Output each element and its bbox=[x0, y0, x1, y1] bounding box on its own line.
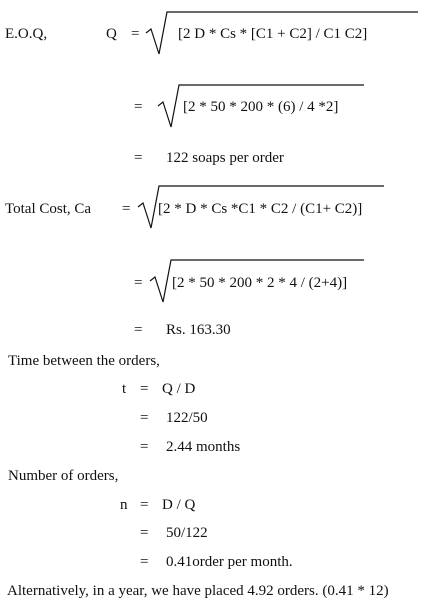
time-result: 2.44 months bbox=[166, 439, 241, 455]
time-substitution: 122/50 bbox=[166, 410, 208, 426]
eoq-formula: [2 D * Cs * [C1 + C2] / C1 C2] bbox=[178, 26, 368, 42]
orders-equals-2: = bbox=[140, 525, 149, 541]
eoq-equals-3: = bbox=[134, 150, 143, 166]
time-equals-3: = bbox=[140, 439, 149, 455]
eoq-sub-radical bbox=[158, 83, 364, 131]
orders-equals-3: = bbox=[140, 554, 149, 570]
orders-equals: = bbox=[140, 497, 149, 513]
total-cost-sub-radical bbox=[150, 258, 364, 306]
total-cost-equals-2: = bbox=[134, 275, 143, 291]
eoq-result: 122 soaps per order bbox=[166, 150, 284, 166]
time-equals-2: = bbox=[140, 410, 149, 426]
time-symbol: t bbox=[122, 381, 127, 397]
total-cost-equals: = bbox=[122, 201, 131, 217]
eoq-radical bbox=[146, 10, 418, 58]
time-between-heading: Time between the orders, bbox=[8, 353, 160, 369]
eoq-label: E.O.Q, bbox=[5, 26, 48, 42]
time-formula: Q / D bbox=[162, 381, 196, 397]
eoq-symbol: Q bbox=[106, 26, 117, 42]
eoq-equals-2: = bbox=[134, 99, 143, 115]
total-cost-formula: [2 * D * Cs *C1 * C2 / (C1+ C2)] bbox=[158, 201, 363, 217]
total-cost-result: Rs. 163.30 bbox=[166, 322, 231, 338]
time-equals: = bbox=[140, 381, 149, 397]
orders-substitution: 50/122 bbox=[166, 525, 208, 541]
orders-result: 0.41order per month. bbox=[166, 554, 293, 570]
total-cost-substitution: [2 * 50 * 200 * 2 * 4 / (2+4)] bbox=[172, 275, 348, 291]
conclusion-text: Alternatively, in a year, we have placed 4.92 orders. (0.41 * 12) bbox=[7, 583, 389, 599]
total-cost-radical bbox=[138, 184, 384, 232]
eoq-substitution: [2 * 50 * 200 * (6) / 4 *2] bbox=[183, 99, 339, 115]
total-cost-label: Total Cost, Ca bbox=[5, 201, 92, 217]
orders-symbol: n bbox=[120, 497, 128, 513]
num-orders-heading: Number of orders, bbox=[8, 468, 119, 484]
total-cost-equals-3: = bbox=[134, 322, 143, 338]
orders-formula: D / Q bbox=[162, 497, 196, 513]
eoq-equals: = bbox=[131, 26, 140, 42]
